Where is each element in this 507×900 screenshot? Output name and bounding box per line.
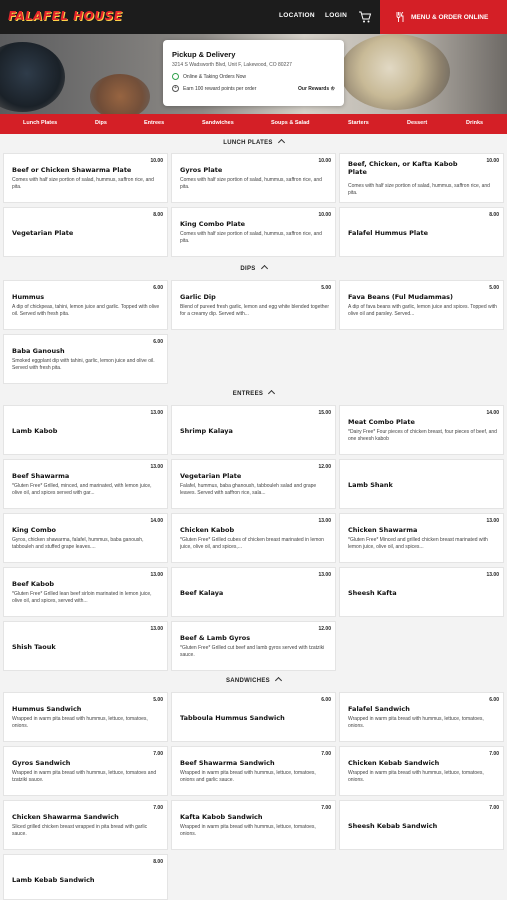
item-name: Sheesh Kebab Sandwich	[348, 822, 438, 830]
item-description: Gyros, chicken shawarma, falafel, hummus, baba ganoush, tabbouleh and stuffed grape leaves....	[12, 537, 144, 550]
category-tab-entrees[interactable]: Entrees	[144, 120, 165, 126]
item-description: Wrapped in warm pita bread with hummus, lettuce, tomatoes, onions.	[12, 716, 148, 729]
category-tab-lunch-plates[interactable]: Lunch Plates	[23, 120, 58, 126]
item-description: Smoked eggplant dip with tahini, garlic, lemon juice and olive oil. Served with fresh pita.	[12, 358, 155, 371]
item-name: Vegetarian Plate	[12, 229, 74, 237]
menu-order-online-button[interactable]	[380, 0, 507, 34]
item-name: Chicken Shawarma Sandwich	[12, 813, 119, 821]
item-price: 13.00	[486, 518, 499, 524]
item-price: 15.00	[318, 410, 331, 416]
menu-item-card[interactable]	[171, 800, 336, 850]
chevron-up-icon	[278, 139, 285, 146]
item-description: Wrapped in warm pita bread with hummus, lettuce, tomatoes, onions and garlic sauce.	[180, 770, 316, 783]
logo[interactable]: FALAFEL HOUSE	[8, 9, 123, 23]
menu-item-card[interactable]	[3, 621, 168, 671]
plus-icon: +	[172, 85, 179, 92]
item-price: 6.00	[153, 339, 163, 345]
item-price: 7.00	[153, 805, 163, 811]
item-price: 6.00	[321, 697, 331, 703]
item-price: 7.00	[489, 805, 499, 811]
menu-item-card[interactable]	[171, 459, 336, 509]
category-tab-dessert[interactable]: Dessert	[407, 120, 428, 126]
menu-item-card[interactable]	[339, 405, 504, 455]
item-name: Chicken Shawarma	[348, 526, 418, 534]
item-name: Beef Shawarma	[12, 472, 70, 480]
item-name: Garlic Dip	[180, 293, 216, 301]
menu-item-card[interactable]	[171, 746, 336, 796]
item-name: Lamb Kebab Sandwich	[12, 876, 95, 884]
menu-item-card[interactable]	[171, 567, 336, 617]
item-price: 6.00	[153, 285, 163, 291]
item-name: Hummus Sandwich	[12, 705, 82, 713]
menu-item-card[interactable]	[339, 207, 504, 257]
item-price: 6.00	[489, 697, 499, 703]
item-name: Vegetarian Plate	[180, 472, 242, 480]
item-price: 7.00	[321, 751, 331, 757]
item-description: A dip of fava beans with garlic, lemon juice and spices. Topped with olive oil and parsley. Served...	[348, 304, 497, 317]
item-description: Wrapped in warm pita bread with hummus, lettuce, tomatoes, onions.	[180, 824, 316, 837]
item-price: 10.00	[150, 158, 163, 164]
chevron-up-icon	[261, 265, 268, 272]
item-description: *Gluten Free* Minced and grilled chicken breast marinated with lemon juice, olive oil, and spices...	[348, 537, 488, 550]
menu-item-card[interactable]	[3, 692, 168, 742]
menu-item-card[interactable]	[3, 334, 168, 384]
item-price: 7.00	[489, 751, 499, 757]
section-header-sandwiches[interactable]: SANDWICHES	[0, 677, 507, 684]
menu-item-card[interactable]	[171, 280, 336, 330]
item-price: 13.00	[150, 464, 163, 470]
item-name: Kafta Kabob Sandwich	[180, 813, 263, 821]
food-plate-image	[90, 74, 150, 114]
item-name: Meat Combo Plate	[348, 418, 415, 426]
category-nav	[0, 114, 507, 134]
menu-item-card[interactable]	[339, 280, 504, 330]
item-price: 8.00	[489, 212, 499, 218]
item-description: Comes with half size portion of salad, hummus, saffron rice, and pita.	[180, 231, 322, 244]
item-price: 13.00	[486, 572, 499, 578]
item-name: Falafel Sandwich	[348, 705, 410, 713]
item-price: 7.00	[321, 805, 331, 811]
section-header-entrees[interactable]: ENTREES	[0, 390, 507, 397]
item-name: Shrimp Kalaya	[180, 427, 233, 435]
food-plate-image	[0, 42, 65, 112]
menu-item-card[interactable]	[3, 153, 168, 203]
nav-location-link[interactable]: LOCATION	[279, 12, 315, 19]
item-price: 10.00	[318, 212, 331, 218]
menu-item-card[interactable]	[3, 854, 168, 900]
pickup-delivery-card	[163, 40, 344, 106]
top-bar	[0, 0, 507, 34]
category-tab-starters[interactable]: Starters	[348, 120, 369, 126]
utensils-icon	[396, 12, 405, 22]
menu-item-card[interactable]	[171, 513, 336, 563]
menu-item-card[interactable]	[339, 746, 504, 796]
chevron-up-icon	[268, 390, 275, 397]
our-rewards-link[interactable]: Our Rewards ♔	[298, 85, 335, 92]
item-name: Beef Kalaya	[180, 589, 224, 597]
menu-item-card[interactable]	[339, 800, 504, 850]
item-price: 10.00	[486, 158, 499, 164]
item-description: Wrapped in warm pita bread with hummus, lettuce, tomatoes and tzatziki sauce.	[12, 770, 157, 783]
menu-item-card[interactable]	[3, 746, 168, 796]
item-name: Baba Ganoush	[12, 347, 65, 355]
item-description: Wrapped in warm pita bread with hummus, lettuce, tomatoes, onions.	[348, 716, 484, 729]
menu-item-card[interactable]	[3, 459, 168, 509]
menu-item-card[interactable]	[3, 567, 168, 617]
menu-item-card[interactable]	[3, 405, 168, 455]
pickup-delivery-title: Pickup & Delivery	[172, 50, 236, 59]
item-name: Beef Kabob	[12, 580, 55, 588]
menu-order-online-label: MENU & ORDER ONLINE	[411, 13, 489, 21]
category-tab-drinks[interactable]: Drinks	[466, 120, 484, 126]
item-name: Beef, Chicken, or Kafta Kabob Plate	[348, 160, 458, 176]
menu-item-card[interactable]	[171, 207, 336, 257]
item-description: Comes with half size portion of salad, hummus, saffron rice, and pita.	[12, 177, 154, 190]
item-description: *Gluten Free* Grilled lean beef sirloin marinated in lemon juice, olive oil, and spices, served with...	[12, 591, 152, 604]
rewards-row	[172, 85, 335, 92]
menu-item-card[interactable]	[171, 621, 336, 671]
food-plate-image	[340, 34, 450, 110]
item-description: *Gluten Free* Grilled cubes of chicken breast marinated in lemon juice, olive oil, and spices,...	[180, 537, 324, 550]
item-description: *Gluten Free* Grilled cut beef and lamb gyros served with tzatziki sauce.	[180, 645, 325, 658]
item-price: 5.00	[153, 697, 163, 703]
item-price: 13.00	[318, 572, 331, 578]
item-description: Blend of pureed fresh garlic, lemon and egg white blended together for a creamy dip. Served with...	[180, 304, 329, 317]
item-name: Gyros Plate	[180, 166, 223, 174]
item-name: Falafel Hummus Plate	[348, 229, 429, 237]
item-name: King Combo Plate	[180, 220, 246, 228]
item-price: 5.00	[321, 285, 331, 291]
menu-item-card[interactable]	[339, 567, 504, 617]
menu-item-card[interactable]	[171, 153, 336, 203]
item-price: 13.00	[150, 572, 163, 578]
category-tab-soups-salad[interactable]: Soups & Salad	[271, 120, 310, 126]
online-status-text: Online & Taking Orders Now	[183, 73, 246, 80]
category-tab-dips[interactable]: Dips	[95, 120, 107, 126]
item-description: Sliced grilled chicken breast wrapped in pita bread with garlic sauce.	[12, 824, 148, 837]
item-name: Lamb Kabob	[12, 427, 58, 435]
cart-icon[interactable]	[358, 10, 372, 24]
item-description: Wrapped in warm pita bread with hummus, lettuce, tomatoes, onions.	[348, 770, 484, 783]
menu-item-card[interactable]	[171, 692, 336, 742]
menu-item-card[interactable]	[339, 692, 504, 742]
item-name: Lamb Shank	[348, 481, 393, 489]
item-price: 13.00	[150, 626, 163, 632]
item-price: 14.00	[150, 518, 163, 524]
menu-item-card[interactable]	[339, 513, 504, 563]
item-price: 10.00	[318, 158, 331, 164]
item-description: A dip of chickpeas, tahini, lemon juice and garlic. Topped with olive oil. Served with fresh pita.	[12, 304, 160, 317]
item-name: King Combo	[12, 526, 56, 534]
item-price: 8.00	[153, 212, 163, 218]
item-name: Beef or Chicken Shawarma Plate	[12, 166, 132, 174]
menu-item-card[interactable]	[3, 207, 168, 257]
nav-login-link[interactable]: LOGIN	[325, 12, 348, 19]
item-name: Chicken Kebab Sandwich	[348, 759, 440, 767]
item-description: *Gluten Free* Grilled, minced, and marinated, with lemon juice, olive oil, and spices served with gar...	[12, 483, 152, 496]
crown-icon: ♔	[330, 85, 335, 92]
item-name: Gyros Sandwich	[12, 759, 71, 767]
item-description: Comes with half size portion of salad, hummus, saffron rice, and pita.	[180, 177, 322, 190]
item-price: 8.00	[153, 859, 163, 865]
reward-points-text: Earn 100 reward points per order	[183, 85, 257, 92]
item-price: 14.00	[486, 410, 499, 416]
item-name: Tabboula Hummus Sandwich	[180, 714, 285, 722]
category-tab-sandwiches[interactable]: Sandwiches	[202, 120, 234, 126]
item-name: Chicken Kabob	[180, 526, 235, 534]
menu-item-card[interactable]	[339, 459, 504, 509]
item-price: 12.00	[318, 464, 331, 470]
item-price: 5.00	[489, 285, 499, 291]
status-row	[172, 73, 335, 80]
menu-item-card[interactable]	[339, 153, 504, 203]
item-name: Fava Beans (Ful Mudammas)	[348, 293, 453, 301]
restaurant-address: 3214 S Wadsworth Blvd, Unit F, Lakewood, CO 80227	[172, 62, 292, 68]
section-header-lunch-plates[interactable]: LUNCH PLATES	[0, 139, 507, 146]
item-price: 7.00	[153, 751, 163, 757]
chevron-up-icon	[275, 677, 282, 684]
menu-item-card[interactable]	[171, 405, 336, 455]
menu-item-card[interactable]	[3, 280, 168, 330]
section-header-dips[interactable]: DIPS	[0, 265, 507, 272]
item-description: *Dairy Free* Four pieces of chicken breast, four pieces of beef, and one sheesh kabob	[348, 429, 497, 442]
item-price: 12.00	[318, 626, 331, 632]
item-name: Hummus	[12, 293, 45, 301]
menu-item-card[interactable]	[3, 800, 168, 850]
item-description: Comes with half size portion of salad, hummus, saffron rice, and pita.	[348, 183, 490, 196]
item-name: Beef & Lamb Gyros	[180, 634, 251, 642]
online-status-icon	[172, 73, 179, 80]
item-name: Beef Shawarma Sandwich	[180, 759, 275, 767]
item-name: Sheesh Kafta	[348, 589, 397, 597]
item-description: Falafel, hummus, baba ghanoush, tabbouleh salad and grape leaves. Served with saffron rice, sala...	[180, 483, 317, 496]
item-price: 13.00	[150, 410, 163, 416]
item-name: Shish Taouk	[12, 643, 56, 651]
menu-item-card[interactable]	[3, 513, 168, 563]
item-price: 13.00	[318, 518, 331, 524]
